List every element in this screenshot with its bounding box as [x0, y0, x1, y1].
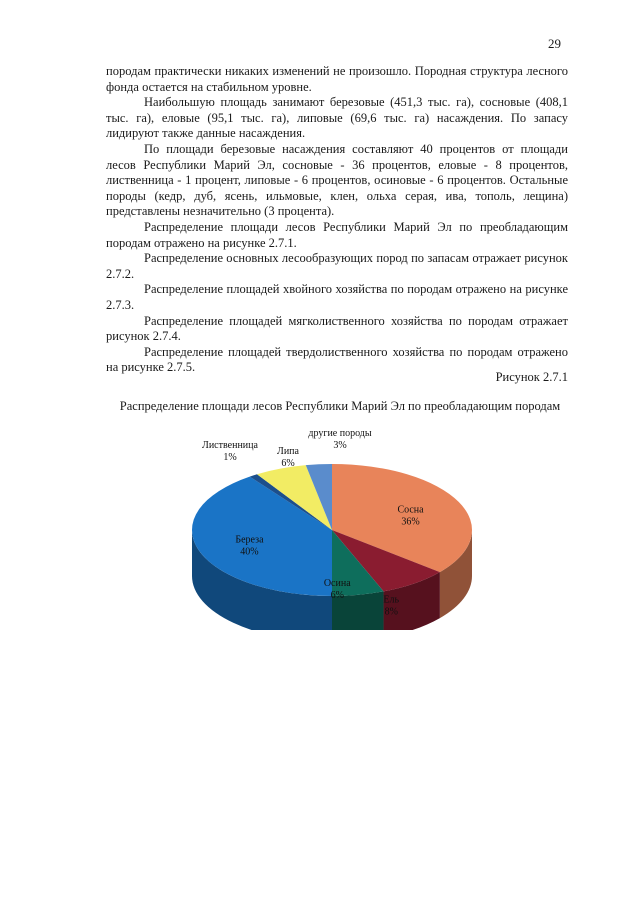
- paragraph: По площади березовые насаждения составляют 40 процентов от площади лесов Республики Марий Эл, сосновые - 36 процентов, еловые - 8 процентов, лиственница - 1 процент, липовые - 6 процентов, осиновые - 6 процентов. Остальные породы (кедр, дуб, ясень, ильмовые, клен, ольха серая, ива, тополь, лещина) представлены незначительно (3 процента).: [106, 141, 568, 219]
- slice-value-label: 6%: [330, 589, 344, 601]
- slice-value-label: 3%: [333, 440, 347, 451]
- figure-label: Рисунок 2.7.1: [495, 370, 568, 384]
- slice-name-label: Береза: [235, 534, 264, 546]
- figure-caption: Распределение площади лесов Республики Марий Эл по преобладающим породам: [119, 399, 561, 413]
- paragraph: Наибольшую площадь занимают березовые (451,3 тыс. га), сосновые (408,1 тыс. га), еловые (95,1 тыс. га), липовые (69,6 тыс. га) насаждения. По запасу лидируют также данные насаждения.: [106, 95, 568, 141]
- paragraph: породам практически никаких изменений не произошло. Породная структура лесного фонда остается на стабильном уровне.: [106, 64, 568, 94]
- slice-value-label: 36%: [401, 516, 420, 528]
- body-text: [106, 64, 568, 376]
- paragraph: Распределение площадей хвойного хозяйства по породам отражено на рисунке 2.7.3.: [106, 282, 568, 312]
- slice-value-label: 8%: [384, 606, 398, 618]
- paragraph: Распределение площади лесов Республики Марий Эл по преобладающим породам отражено на рисунке 2.7.1.: [106, 219, 568, 250]
- slice-value-label: 1%: [223, 452, 237, 463]
- paragraph: Распределение площадей мягколиственного хозяйства по породам отражает рисунок 2.7.4.: [106, 313, 568, 344]
- slice-name-label: Лиственница: [202, 440, 258, 451]
- slice-value-label: 6%: [281, 458, 295, 469]
- paragraph: Распределение основных лесообразующих пород по запасам отражает рисунок 2.7.2.: [106, 251, 568, 281]
- slice-name-label: другие породы: [308, 428, 372, 439]
- page-number: 29: [548, 36, 561, 51]
- pie-chart: [150, 420, 490, 630]
- slice-value-label: 40%: [240, 546, 259, 558]
- slice-name-label: Осина: [323, 577, 351, 589]
- paragraph: Распределение площадей твердолиственного хозяйства по породам отражено на рисунке 2.7.5.: [106, 344, 568, 375]
- slice-name-label: Сосна: [397, 504, 424, 516]
- slice-name-label: Липа: [277, 446, 299, 457]
- slice-name-label: Ель: [383, 594, 400, 606]
